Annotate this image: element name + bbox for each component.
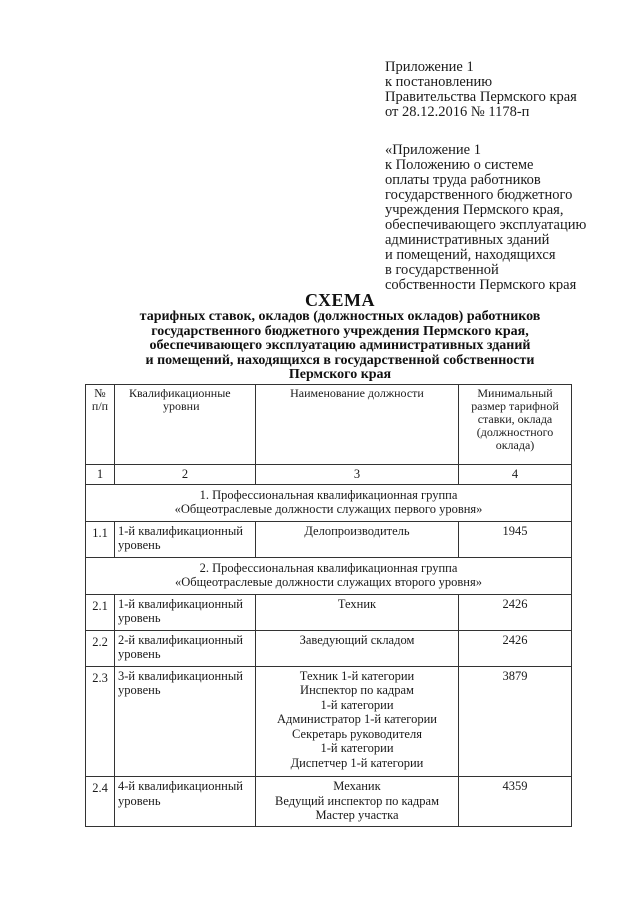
title-subtitle-line: тарифных ставок, окладов (должностных окладов) работников xyxy=(139,309,541,324)
table-row xyxy=(86,666,572,777)
row-number: 2.4 xyxy=(86,777,115,827)
regulation-line: и помещений, находящихся xyxy=(385,247,556,263)
row-salary: 1945 xyxy=(459,521,572,557)
header-level: Квалификационные уровни xyxy=(115,385,256,465)
header-num: № п/п xyxy=(86,385,115,465)
row-level: 1-й квалификационный уровень xyxy=(115,594,256,630)
row-number: 1.1 xyxy=(86,521,115,557)
appendix-header xyxy=(385,60,577,120)
group-header-row xyxy=(86,484,572,521)
regulation-line: оплаты труда работников xyxy=(385,172,541,188)
col-number: 2 xyxy=(115,465,256,485)
row-positions: Техник xyxy=(256,594,459,630)
appendix-line: Правительства Пермского края xyxy=(385,89,577,105)
regulation-line: в государственной xyxy=(385,262,499,278)
row-salary: 2426 xyxy=(459,594,572,630)
col-number: 4 xyxy=(459,465,572,485)
table-row xyxy=(86,594,572,630)
row-number: 2.2 xyxy=(86,630,115,666)
regulation-line: «Приложение 1 xyxy=(385,142,481,158)
group-header-row xyxy=(86,557,572,594)
document-title xyxy=(90,291,590,383)
row-salary: 2426 xyxy=(459,630,572,666)
row-number: 2.3 xyxy=(86,666,115,777)
column-number-row xyxy=(86,465,572,485)
title-subtitle-line: и помещений, находящихся в государственной собственности xyxy=(145,352,535,368)
regulation-header xyxy=(385,143,586,293)
title-subtitle-line: обеспечивающего эксплуатацию административных зданий xyxy=(149,338,531,353)
group-title: 2. Профессиональная квалификационная группа «Общеотраслевые должности служащих второго уровня» xyxy=(86,557,572,594)
title-subtitle xyxy=(90,310,590,383)
row-positions: Делопроизводитель xyxy=(256,521,459,557)
header-salary: Минимальный размер тарифной ставки, оклада (должностного оклада) xyxy=(459,385,572,465)
appendix-line: от 28.12.2016 № 1178-п xyxy=(385,104,530,120)
col-number: 3 xyxy=(256,465,459,485)
row-level: 2-й квалификационный уровень xyxy=(115,630,256,666)
appendix-line: к постановлению xyxy=(385,74,493,90)
appendix-line: Приложение 1 xyxy=(385,59,474,75)
title-subtitle-line: государственного бюджетного учреждения Пермского края, xyxy=(151,323,529,339)
regulation-line: собственности Пермского края xyxy=(385,277,577,293)
regulation-line: к Положению о системе xyxy=(385,157,534,173)
header-row xyxy=(86,385,572,465)
header-position: Наименование должности xyxy=(256,385,459,465)
regulation-line: учреждения Пермского края, xyxy=(385,202,564,218)
row-number: 2.1 xyxy=(86,594,115,630)
row-positions: Механик Ведущий инспектор по кадрам Мастер участка xyxy=(256,777,459,827)
regulation-line: административных зданий xyxy=(385,232,550,248)
table-row xyxy=(86,630,572,666)
title-subtitle-line: Пермского края xyxy=(288,367,392,382)
row-salary: 3879 xyxy=(459,666,572,777)
col-number: 1 xyxy=(86,465,115,485)
regulation-line: обеспечивающего эксплуатацию xyxy=(385,217,587,233)
row-level: 4-й квалификационный уровень xyxy=(115,777,256,827)
group-title: 1. Профессиональная квалификационная группа «Общеотраслевые должности служащих первого уровня» xyxy=(86,484,572,521)
table-row xyxy=(86,777,572,827)
row-level: 3-й квалификационный уровень xyxy=(115,666,256,777)
row-level: 1-й квалификационный уровень xyxy=(115,521,256,557)
table-row xyxy=(86,521,572,557)
row-salary: 4359 xyxy=(459,777,572,827)
row-positions: Заведующий складом xyxy=(256,630,459,666)
regulation-line: государственного бюджетного xyxy=(385,187,573,203)
row-positions: Техник 1-й категории Инспектор по кадрам 1-й категории Администратор 1-й категории Секретарь руководителя 1-й категории Диспетчер 1-й категории xyxy=(256,666,459,777)
salary-table xyxy=(85,384,572,827)
title-main: СХЕМА xyxy=(304,290,376,310)
